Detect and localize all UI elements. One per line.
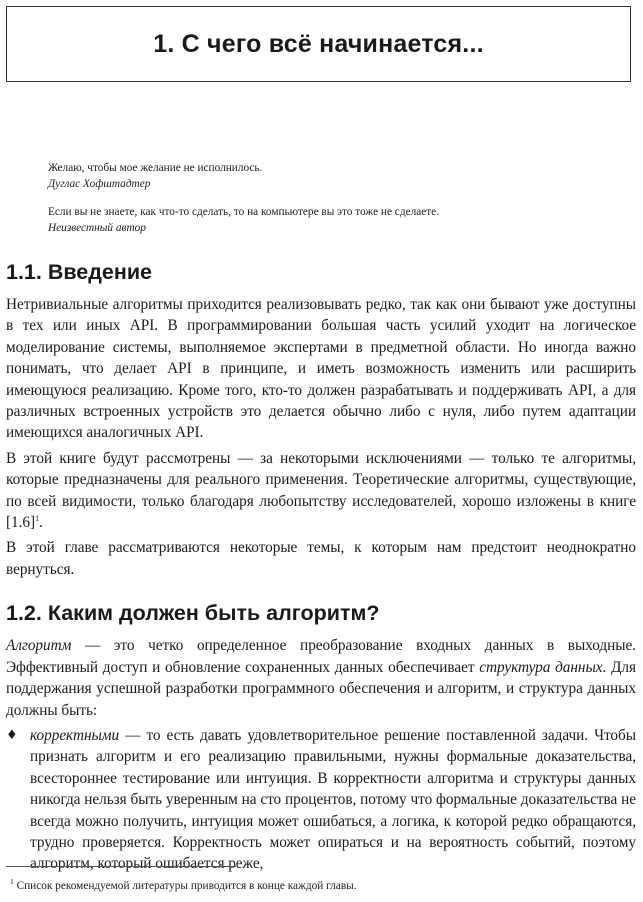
list-item-body: — то есть давать удовлетворительное решение поставленной задачи. Чтобы признать алгоритм и его реализацию правильными, нужны формальные доказательства, всестороннее тестирование или интуиция. В корректности алгоритма и структуры данных никогда нельзя быть уверенным на сто процентов, потому что формальные доказательства не всегда можно получить, интуиция может ошибаться, а логика, к которой редко обращаются, трудно проверяется. Корректность может опираться и на вероятность событий, поэтому алгоритм, который ошибается реже, xyxy=(30,726,636,873)
term-correct: корректными xyxy=(30,726,120,744)
chapter-title-box xyxy=(6,6,631,82)
paragraph xyxy=(6,635,636,721)
paragraph-end: . xyxy=(39,514,43,532)
paragraph-end: . Для поддержания успешной разработки программного обеспечения и алгоритм, и структура данных должны быть: xyxy=(6,658,636,719)
term-data-structure: структура данных xyxy=(479,658,603,676)
epigraphs xyxy=(48,160,608,248)
paragraph: В этой главе рассматриваются некоторые темы, к которым нам предстоит неоднократно вернуться. xyxy=(6,539,636,578)
epigraph xyxy=(48,204,608,236)
footnote-text: Список рекомендуемой литературы приводится в конце каждой главы. xyxy=(13,880,357,892)
epigraph xyxy=(48,160,608,192)
epigraph-text: Желаю, чтобы мое желание не исполнилось. xyxy=(48,162,263,174)
chapter-title: 1. С чего всё начинается... xyxy=(153,29,484,58)
list-item-text xyxy=(30,725,636,875)
paragraph-text: В этой книге будут рассмотрены — за некоторыми исключениями — только те алгоритмы, которые предназначены для реального применения. Теоретические алгоритмы, существующие, по всей видимости, только благодаря любопытству исследователей, хорошо изложены в книге [1.6] xyxy=(6,449,636,532)
footnote-divider xyxy=(6,866,236,867)
section-heading-intro: 1.1. Введение xyxy=(6,260,153,284)
paragraph xyxy=(6,448,636,534)
main-content xyxy=(6,252,636,879)
list-item xyxy=(6,725,636,879)
paragraph-text: — это четко определенное преобразование входных данных в выходные. Эффективный доступ и обновление сохраненных данных обеспечивает xyxy=(6,637,636,676)
term-algorithm: Алгоритм xyxy=(6,637,72,655)
epigraph-author: Неизвестный автор xyxy=(48,222,146,234)
epigraph-author: Дуглас Хофштадтер xyxy=(48,178,151,190)
diamond-bullet-icon: ♦ xyxy=(6,727,18,743)
paragraph: Нетривиальные алгоритмы приходится реализовывать редко, так как они бывают уже доступны в тех или иных API. В программировании большая часть усилий уходит на логическое моделирование системы, выполняемое экспертами в предметной области. Но иногда важно понимать, что делает API в принципе, и иметь возможность изменить или расширить имеющуюся реализацию. Кроме того, кто-то должен разрабатывать и поддерживать API, а для различных встроенных устройств это делается обычно либо с нуля, либо путем адаптации имеющихся аналогичных API. xyxy=(6,296,636,442)
footnote xyxy=(10,879,357,894)
footnote-reference[interactable]: 1 xyxy=(35,514,40,524)
epigraph-text: Если вы не знаете, как что-то сделать, то на компьютере вы это тоже не сделаете. xyxy=(48,206,440,218)
section-heading-algorithm: 1.2. Каким должен быть алгоритм? xyxy=(6,601,380,626)
footnote-mark: 1 xyxy=(10,877,14,886)
